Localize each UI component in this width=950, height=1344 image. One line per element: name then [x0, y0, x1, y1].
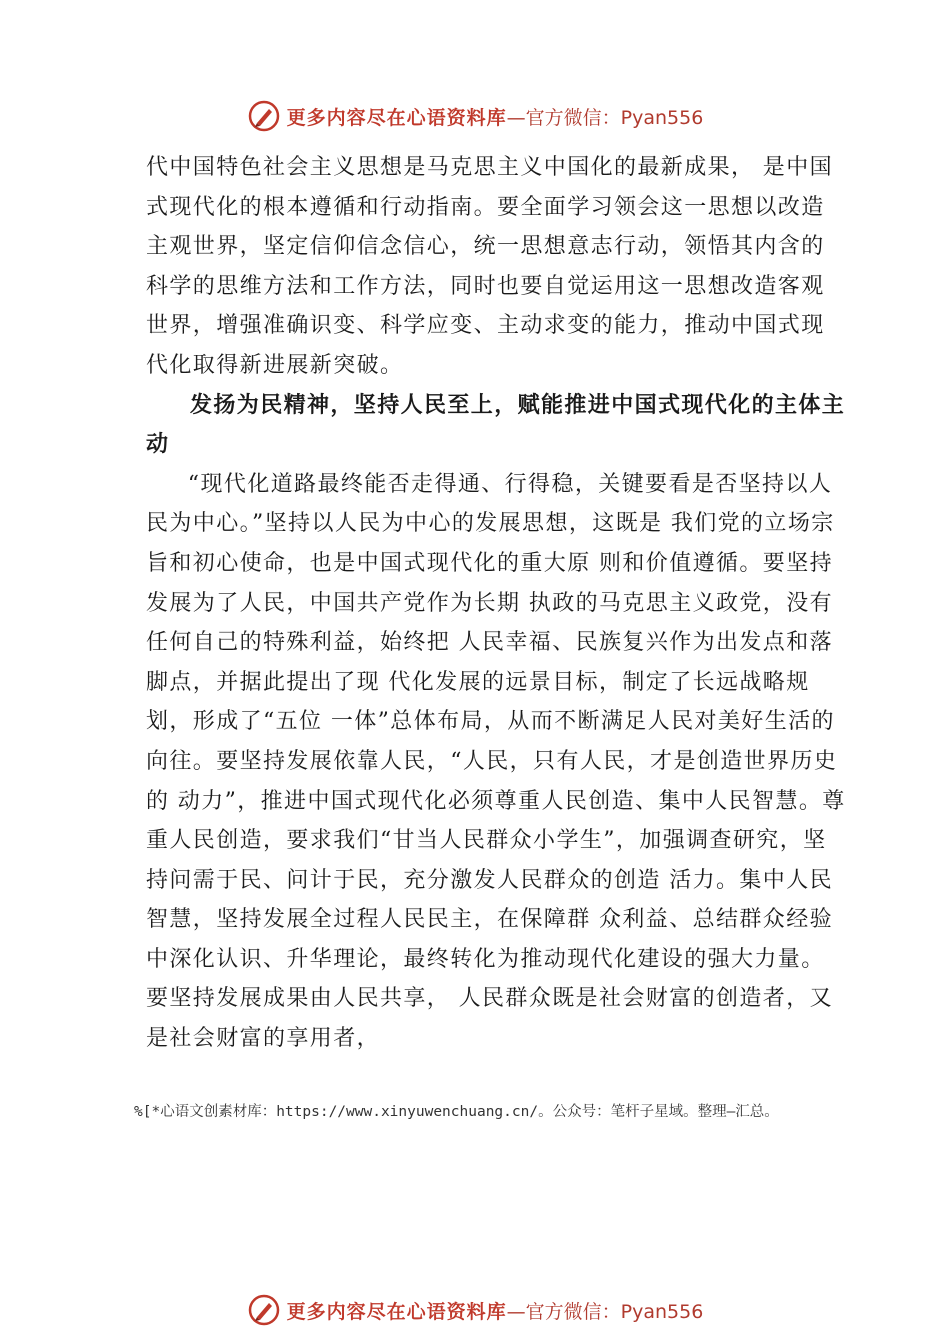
- section-heading: 发扬为民精神，坚持人民至上，赋能推进中国式现代化的主体主动: [146, 392, 846, 458]
- document-body: [146, 148, 846, 1059]
- banner-title: 更多内容尽在心语资料库: [286, 106, 507, 129]
- footer-banner: [0, 1290, 950, 1330]
- pen-logo-icon: [247, 99, 281, 133]
- paragraph-1: 代中国特色社会主义思想是马克思主义中国化的最新成果， 是中国式现代化的根本遵循和行动指南。要全面学习领会这一思想以改造主观世界，坚定信仰信念信心，统一思想意志行动，领悟其内含的科学的思维方法和工作方法，同时也要自觉运用这一思想改造客观世界，增强准确识变、科学应变、主动求变的能力，推动中国式现代化取得新进展新突破。: [146, 155, 833, 378]
- paragraph-2: “现代化道路最终能否走得通、行得稳，关键要看是否坚持以人民为中心。”坚持以人民为中心的发展思想，这既是 我们党的立场宗旨和初心使命，也是中国式现代化的重大原 则和价值遵循。要坚持发展为了人民，中国共产党作为长期 执政的马克思主义政党，没有任何自己的特殊利益，始终把 人民幸福、民族复兴作为出发点和落脚点，并据此提出了现 代化发展的远景目标，制定了长远战略规划，形成了“五位 一体”总体布局，从而不断满足人民对美好生活的向往。要坚持发展依靠人民，“人民，只有人民，才是创造世界历史的 动力”，推进中国式现代化必须尊重人民创造、集中人民智慧。尊重人民创造，要求我们“甘当人民群众小学生”，加强调查研究，坚持问需于民、问计于民，充分激发人民群众的创造 活力。集中人民智慧，坚持发展全过程人民民主，在保障群 众利益、总结群众经验中深化认识、升华理论，最终转化为推动现代化建设的强大力量。要坚持发展成果由人民共享， 人民群众既是社会财富的创造者，又是社会财富的享用者，: [146, 471, 846, 1052]
- banner-wechat: —官方微信：Pyan556: [506, 1300, 704, 1323]
- footnote: %[*心语文创素材库：https://www.xinyuwenchuang.cn/。公众号：笔杆子星域。整理—汇总。: [134, 1104, 779, 1120]
- pen-logo-icon: [247, 1293, 281, 1327]
- header-banner: [0, 96, 950, 136]
- banner-title: 更多内容尽在心语资料库: [286, 1300, 507, 1323]
- banner-wechat: —官方微信：Pyan556: [506, 106, 704, 129]
